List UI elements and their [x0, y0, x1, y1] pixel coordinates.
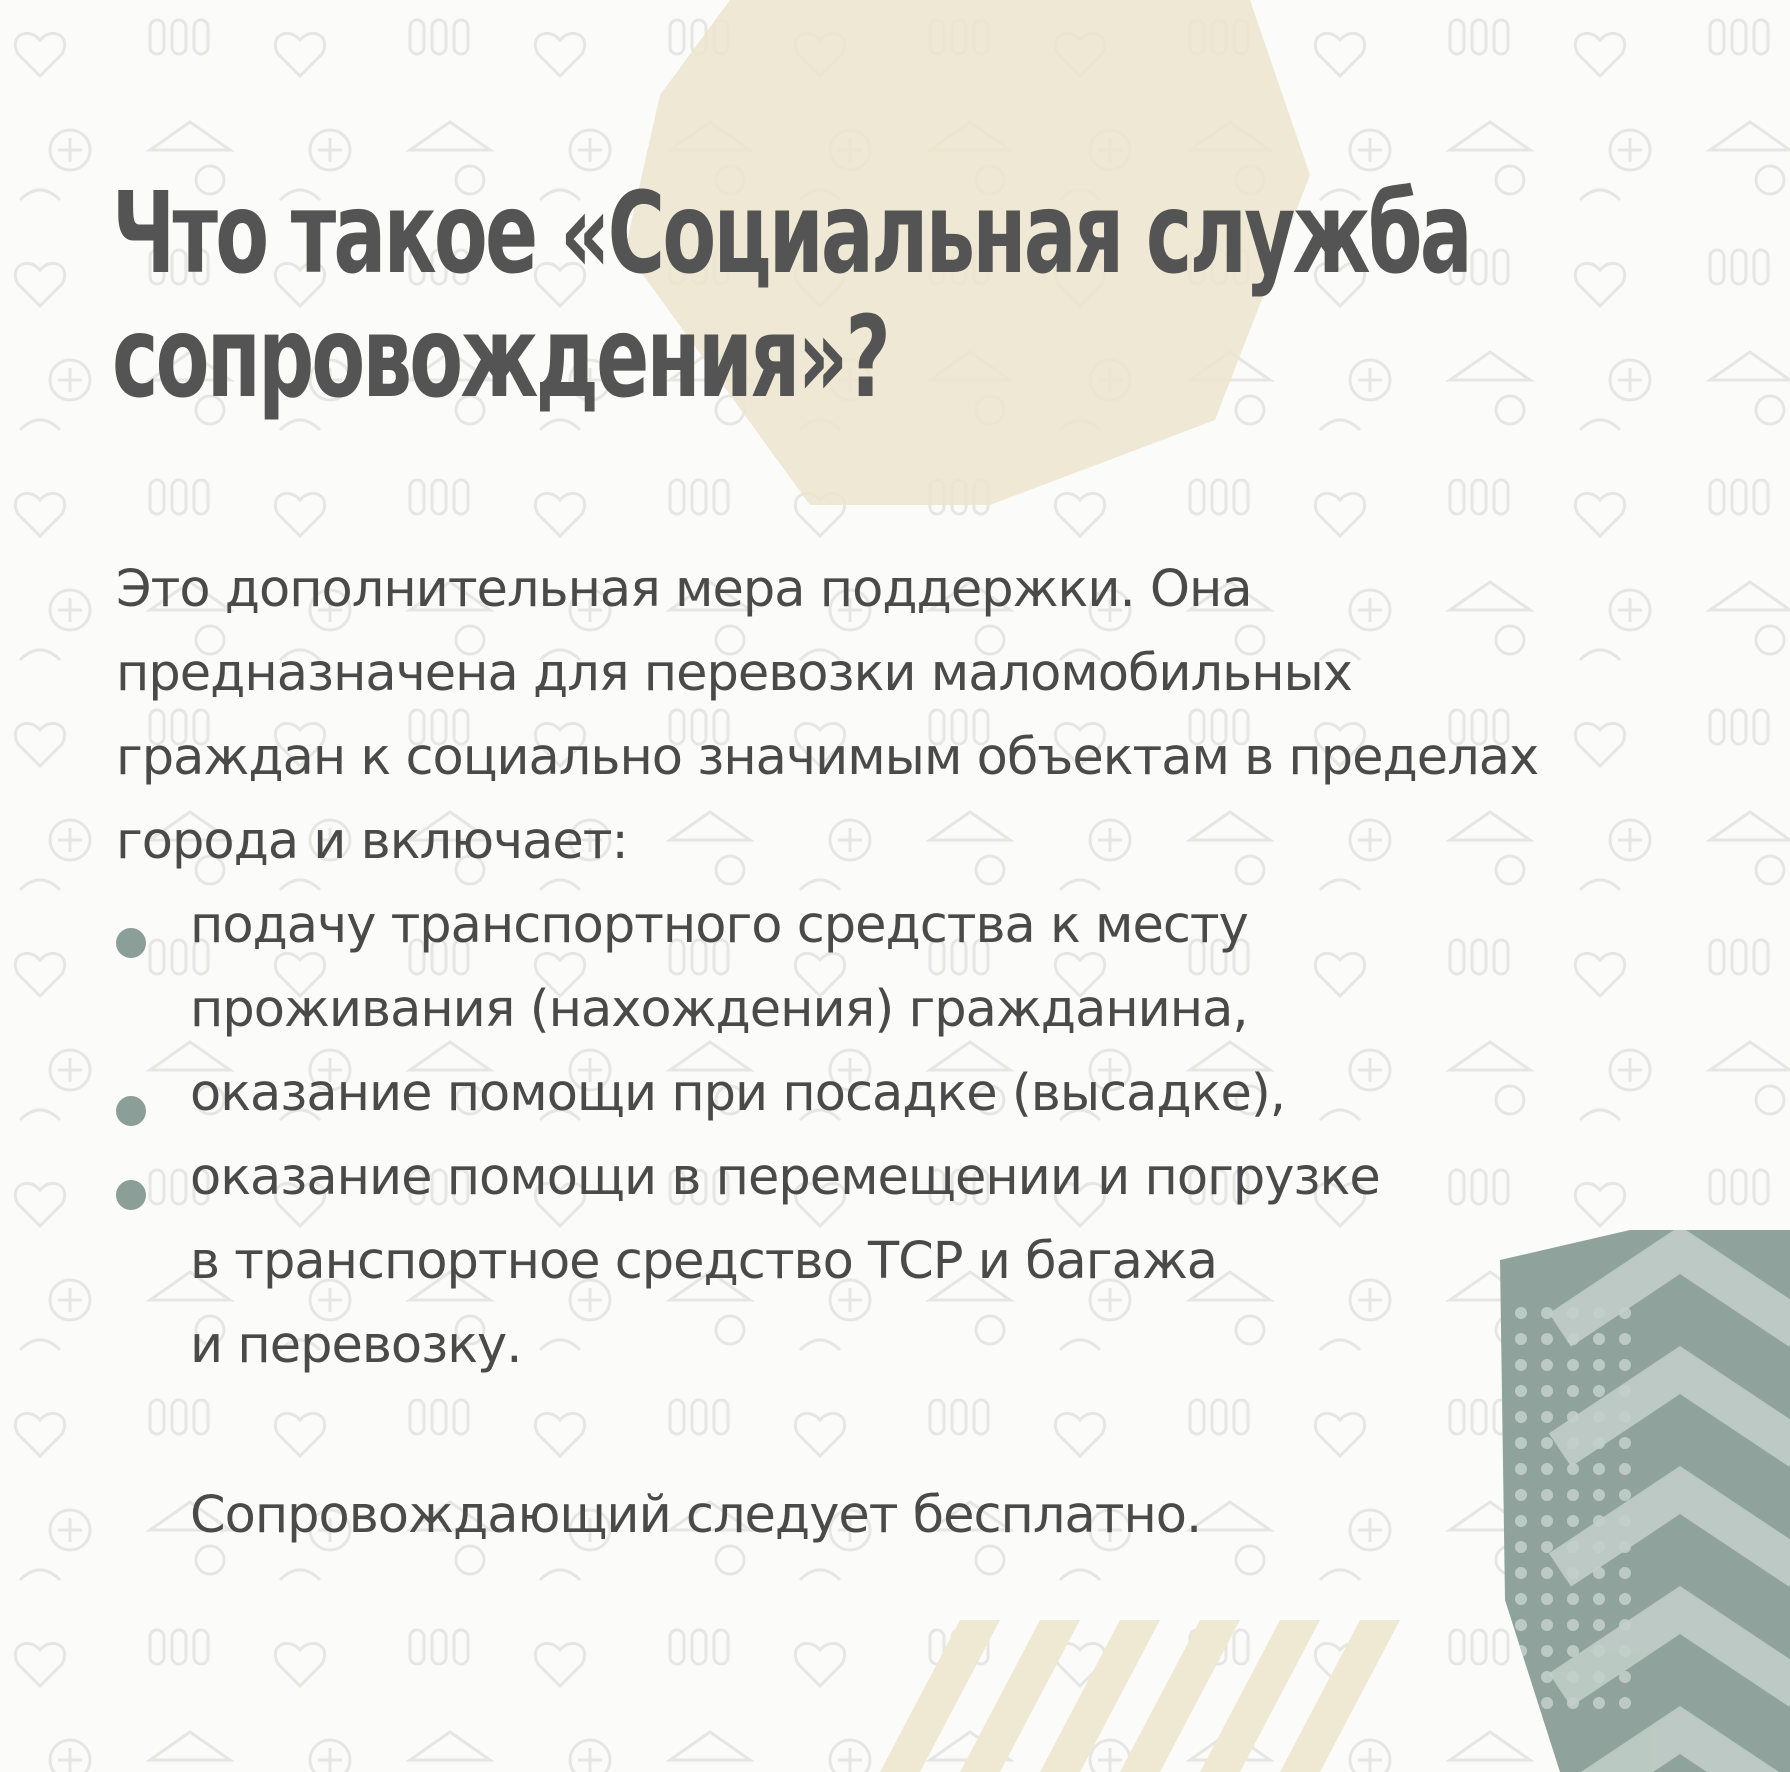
bullet-dot-icon [116, 1180, 146, 1210]
title-line-1: Что такое «Социальная служба [112, 169, 1470, 299]
bullet-item-2 [190, 1052, 1285, 1136]
bullet-1-line-1: подачу транспортного средства к месту [190, 896, 1248, 955]
bullet-1-line-2: проживания (нахождения) гражданина, [190, 980, 1248, 1039]
intro-line-4: города и включает: [116, 812, 628, 871]
bullet-dot-icon [116, 928, 146, 958]
bullet-dot-icon [116, 1096, 146, 1126]
intro-paragraph [116, 548, 1776, 884]
intro-line-2: предназначена для перевозки маломобильных [116, 644, 1352, 703]
bullet-3-line-2: в транспортное средство ТСР и багажа [190, 1232, 1218, 1291]
bullet-item-1 [190, 884, 1248, 1052]
page-title [112, 169, 1470, 423]
bullet-item-3 [190, 1136, 1380, 1388]
bullet-3-line-3: и перевозку. [190, 1316, 522, 1375]
bullet-3-line-1: оказание помощи в перемещении и погрузке [190, 1148, 1380, 1207]
free-escort-note: Сопровождающий следует бесплатно. [190, 1486, 1202, 1545]
intro-line-1: Это дополнительная мера поддержки. Она [116, 560, 1252, 619]
bullet-2-line-1: оказание помощи при посадке (высадке), [190, 1064, 1285, 1123]
intro-line-3: граждан к социально значимым объектам в пределах [116, 728, 1539, 787]
title-line-2: сопровождения»? [112, 293, 889, 423]
